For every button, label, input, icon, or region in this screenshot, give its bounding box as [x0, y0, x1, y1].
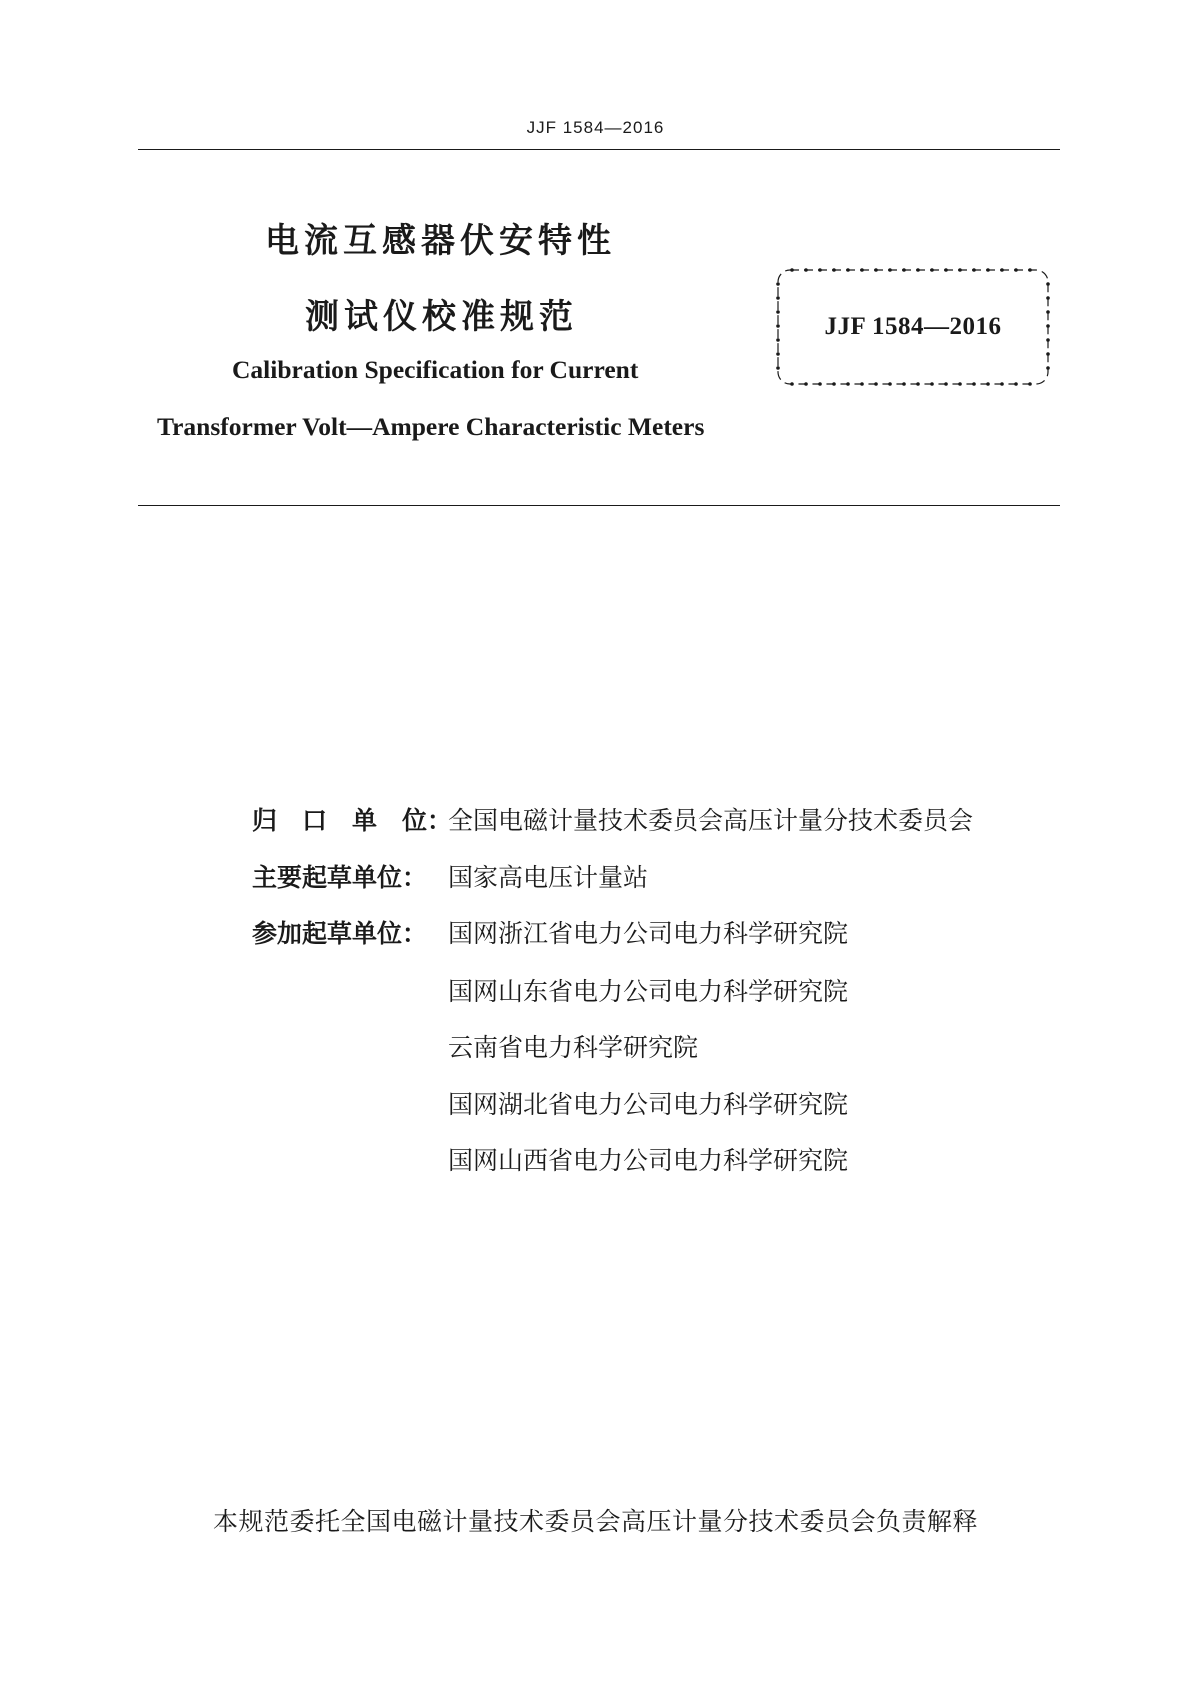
title-en-line-1: Calibration Specification for Current: [232, 355, 639, 384]
responsible-unit-value: 全国电磁计量技术委员会高压计量分技术委员会: [448, 806, 974, 835]
title-cn-line-2: 测试仪校准规范: [305, 297, 578, 337]
running-header: JJF 1584—2016: [526, 118, 665, 137]
top-rule: [138, 149, 1060, 150]
participant-item: 云南省电力科学研究院: [448, 1033, 699, 1062]
footer-note: 本规范委托全国电磁计量技术委员会高压计量分技术委员会负责解释: [212, 1507, 978, 1536]
responsible-unit-label: 归 口 单 位：: [252, 806, 453, 835]
title-en-line-2: Transformer Volt—Ampere Characteristic Meters: [157, 412, 705, 441]
main-drafter-value: 国家高电压计量站: [448, 863, 649, 892]
standard-code: JJF 1584—2016: [824, 313, 1002, 340]
participant-item: 国网湖北省电力公司电力科学研究院: [448, 1090, 849, 1119]
standard-code-badge: [772, 264, 1054, 390]
title-cn-line-1: 电流互感器伏安特性: [265, 221, 616, 261]
bottom-rule: [138, 505, 1060, 506]
main-drafter-label: 主要起草单位：: [252, 863, 428, 892]
participants-label: 参加起草单位：: [252, 919, 428, 948]
participant-item: 国网山东省电力公司电力科学研究院: [448, 977, 849, 1006]
participant-item: 国网山西省电力公司电力科学研究院: [448, 1146, 849, 1175]
participant-item: 国网浙江省电力公司电力科学研究院: [448, 919, 849, 948]
